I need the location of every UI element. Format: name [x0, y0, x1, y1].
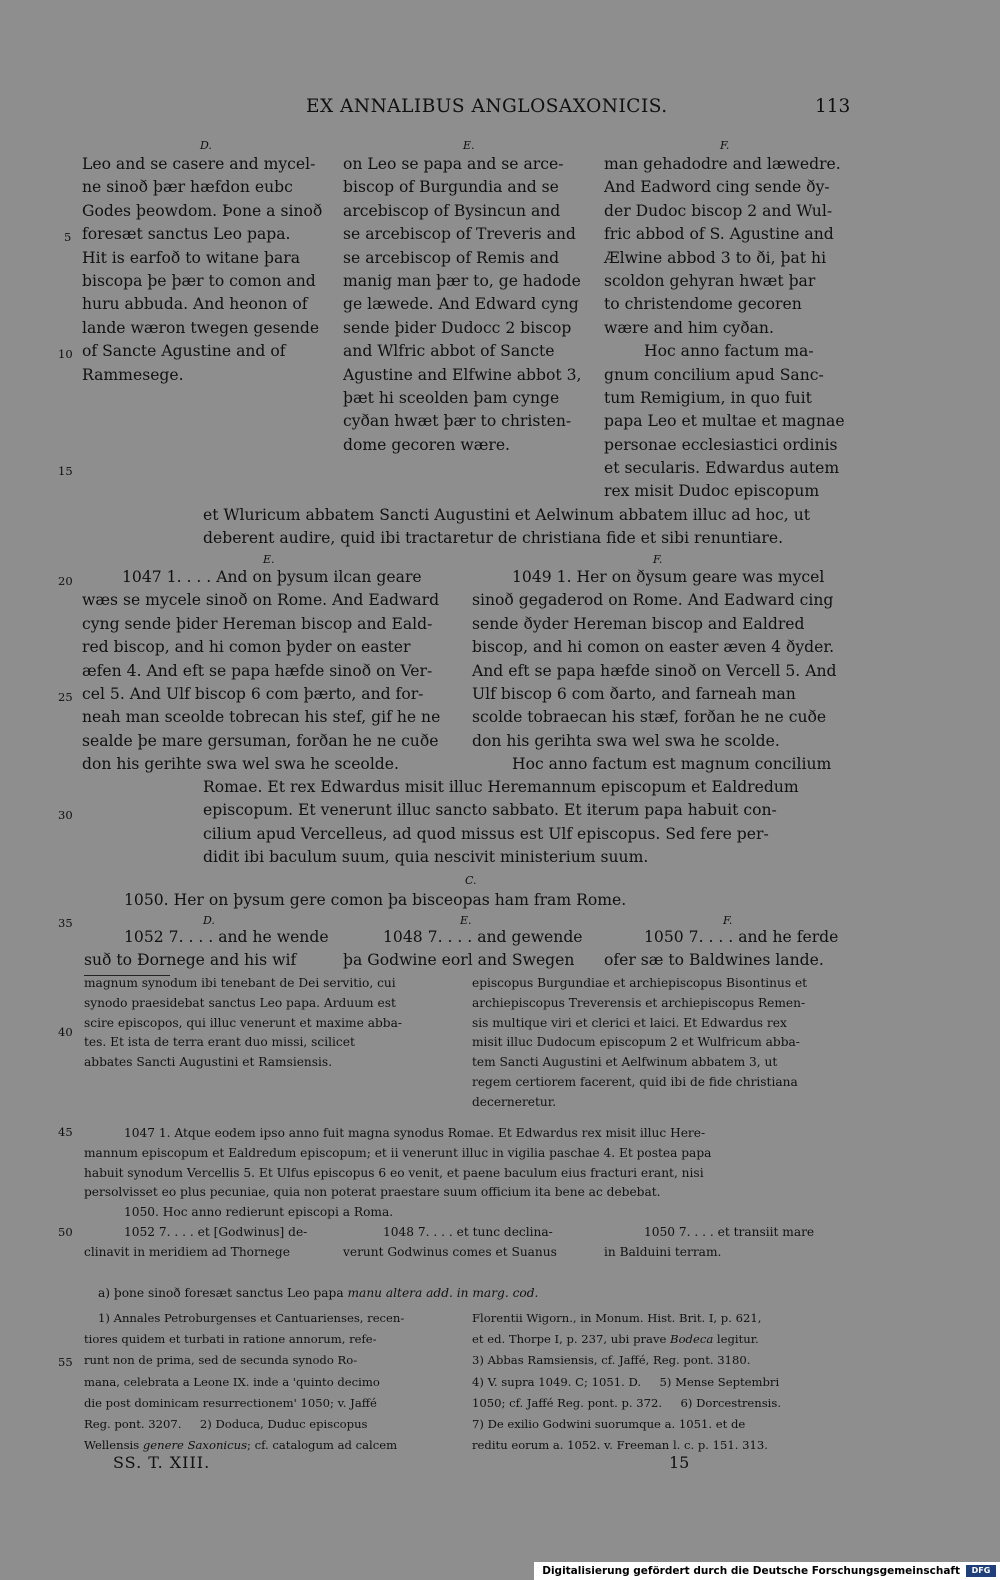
text-line: mannum episcopum et Ealdredum episcopum; et ii venerunt illuc in vigilia paschae 4. Et postea papa: [84, 1145, 712, 1160]
text-line: cel 5. And Ulf biscop 6 com þærto, and for-: [82, 684, 424, 703]
text-line: misit illuc Dudocum episcopum 2 et Wulfricum abba-: [472, 1035, 800, 1050]
section2-latin-continuation: [203, 776, 863, 870]
dfg-logo: DFG: [966, 1565, 996, 1577]
text-line: der Dudoc biscop 2 and Wul-: [604, 201, 833, 220]
text-line: þæt hi sceolden þam cynge: [343, 388, 560, 407]
text-line: tum Remigium, in quo fuit: [604, 388, 812, 407]
column-label-e: E.: [463, 139, 475, 152]
text-line: 1050 7. . . . and he ferde: [644, 928, 839, 946]
section3-column-f: [604, 926, 864, 973]
section1-column-e: [343, 153, 593, 457]
text-line: gnum concilium apud Sanc-: [604, 365, 824, 384]
page-title: EX ANNALIBUS ANGLOSAXONICIS.: [306, 96, 668, 117]
section3-line-c: [124, 889, 824, 912]
text-line: tes. Et ista de terra erant duo missi, scilicet: [84, 1035, 355, 1050]
section1-latin-continuation: [203, 504, 863, 551]
line-number: 50: [58, 1225, 73, 1239]
latin-notes-right: [472, 974, 852, 1113]
text-line: ofer sæ to Baldwines lande.: [604, 951, 824, 970]
text-line: verunt Godwinus comes et Suanus: [343, 1244, 557, 1259]
footnote-line: reditu eorum a. 1052. v. Freeman l. c. p. 151. 313.: [472, 1438, 768, 1453]
latin-1052-column-b: [343, 1223, 603, 1263]
text-line: Godes þeowdom. Þone a sinoð: [82, 201, 323, 220]
text-line: cyðan hwæt þær to christen-: [343, 412, 572, 431]
footnote-line: 4) V. supra 1049. C; 1051. D. 5) Mense Septembri: [472, 1374, 780, 1389]
footnote-line: [472, 1329, 852, 1350]
text-line: biscop, and hi comon on easter æven 4 ðyder.: [472, 638, 835, 657]
text-line: sende þider Dudocc 2 biscop: [343, 318, 572, 337]
text-line: 1050 7. . . . et transiit mare: [644, 1225, 815, 1239]
text-line: Ælwine abbod 3 to ði, þat hi: [604, 248, 827, 267]
column-label-c: C.: [465, 874, 477, 887]
text-line: [98, 1284, 858, 1304]
text-line: don his gerihta swa wel swa he scolde.: [472, 731, 780, 750]
footnote-text: et ed. Thorpe I, p. 237, ubi prave: [472, 1332, 671, 1347]
text-line: et secularis. Edwardus autem: [604, 459, 840, 478]
text-line: manig man þær to, ge hadode: [343, 271, 581, 290]
text-line: episcopus Burgundiae et archiepiscopus Bisontinus et: [472, 976, 808, 990]
line-number: 15: [58, 464, 73, 478]
sheet-number: 15: [669, 1453, 690, 1472]
text-line: scoldon gehyran hwæt þar: [604, 271, 816, 290]
text-line: and Wlfric abbot of Sancte: [343, 342, 555, 361]
note-text: a) þone sinoð foresæt sanctus Leo papa: [98, 1286, 348, 1300]
page-number: 113: [815, 96, 851, 117]
footnote-line: 3) Abbas Ramsiensis, cf. Jaffé, Reg. pont. 3180.: [472, 1353, 751, 1368]
text-line: tem Sancti Augustini et Aelfwinum abbatem 3, ut: [472, 1055, 778, 1070]
footnote-line: die post dominicam resurrectionem' 1050; v. Jaffé: [84, 1395, 377, 1410]
text-line: in Balduini terram.: [604, 1244, 722, 1259]
text-line: wæs se mycele sinoð on Rome. And Eadward: [82, 591, 440, 610]
text-line: 1052 7. . . . et [Godwinus] de-: [124, 1225, 308, 1239]
text-line: papa Leo et multae et magnae: [604, 412, 845, 431]
text-line: cyng sende þider Hereman biscop and Eald-: [82, 614, 433, 633]
line-number: 5: [64, 230, 72, 244]
latin-notes-left: [84, 974, 464, 1073]
text-line: 1047 1. . . . And on þysum ilcan geare: [122, 568, 422, 586]
text-line: dome gecoren wære.: [343, 435, 511, 454]
section3-column-e: [343, 926, 603, 973]
latin-1052-column-a: [84, 1223, 344, 1263]
text-line: habuit synodum Vercellis 5. Et Ulfus episcopus 6 eo venit, et paene baculum eius fracturi erant, nisi: [84, 1165, 704, 1180]
text-line: Hoc anno factum ma-: [644, 342, 814, 361]
line-number: 55: [58, 1355, 73, 1369]
column-label-e: E.: [263, 553, 275, 566]
text-line: þa Godwine eorl and Swegen: [343, 951, 575, 970]
section2-column-f: [472, 566, 852, 777]
text-line: deberent audire, quid ibi tractaretur de christiana fide et sibi renuntiare.: [203, 529, 784, 548]
text-line: Hoc anno factum est magnum concilium: [512, 755, 832, 774]
text-line: And Eadword cing sende ðy-: [604, 178, 830, 197]
text-line: abbates Sancti Augustini et Ramsiensis.: [84, 1055, 333, 1070]
text-line: sende ðyder Hereman biscop and Ealdred: [472, 614, 805, 633]
text-line: 1047 1. Atque eodem ipso anno fuit magna synodus Romae. Et Edwardus rex misit illuc Here-: [124, 1126, 706, 1140]
footnote-line: 7) De exilio Godwini suorumque a. 1051. et de: [472, 1416, 746, 1431]
note-italic: manu altera add. in marg. cod.: [347, 1286, 539, 1300]
text-line: 1049 1. Her on ðysum geare was mycel: [512, 568, 825, 586]
text-line: Agustine and Elfwine abbot 3,: [343, 365, 582, 384]
text-line: 1050. Her on þysum gere comon þa bisceopas ham fram Rome.: [124, 891, 627, 909]
text-line: ge læwede. And Edward cyng: [343, 295, 579, 314]
text-line: magnum synodum ibi tenebant de Dei servitio, cui: [84, 976, 396, 990]
line-number: 40: [58, 1025, 73, 1039]
footnote-line: mana, celebrata a Leone IX. inde a 'quinto decimo: [84, 1374, 380, 1389]
section2-column-e: [82, 566, 462, 777]
footnote-text: legitur.: [713, 1332, 759, 1347]
text-line: don his gerihte swa wel swa he sceolde.: [82, 755, 399, 774]
footnote-text: ; cf. catalogum ad calcem: [247, 1438, 398, 1453]
column-label-e: E.: [460, 914, 472, 927]
section1-column-d: [82, 153, 332, 387]
line-number: 45: [58, 1125, 73, 1139]
text-line: biscop of Burgundia and se: [343, 178, 559, 197]
text-line: et Wluricum abbatem Sancti Augustini et Aelwinum abbatem illuc ad hoc, ut: [203, 506, 811, 524]
text-line: biscopa þe þær to comon and: [82, 271, 316, 290]
footnote-text: Wellensis: [84, 1438, 143, 1453]
text-line: episcopum. Et venerunt illuc sancto sabbato. Et iterum papa habuit con-: [203, 801, 777, 820]
text-line: man gehadodre and læwedre.: [604, 155, 841, 173]
text-line: sis multique viri et clerici et laici. Et Edwardus rex: [472, 1015, 787, 1030]
volume-signature: SS. T. XIII.: [113, 1453, 211, 1472]
text-line: clinavit in meridiem ad Thornege: [84, 1244, 290, 1259]
text-line: se arcebiscop of Remis and: [343, 248, 560, 267]
text-line: of Sancte Agustine and of: [82, 342, 286, 361]
text-line: synodo praesidebat sanctus Leo papa. Arduum est: [84, 995, 396, 1010]
latin-1052-column-c: [604, 1223, 864, 1263]
line-number: 30: [58, 808, 73, 822]
text-line: archiepiscopus Treverensis et archiepiscopus Remen-: [472, 995, 806, 1010]
text-line: rex misit Dudoc episcopum: [604, 482, 820, 501]
text-line: 1050. Hoc anno redierunt episcopi a Roma.: [124, 1205, 394, 1220]
line-number: 35: [58, 916, 73, 930]
text-line: 1048 7. . . . and gewende: [383, 928, 583, 946]
text-line: Ulf biscop 6 com ðarto, and farneah man: [472, 684, 796, 703]
text-line: suð to Ðornege and his wif: [84, 951, 297, 970]
text-line: 1052 7. . . . and he wende: [124, 928, 329, 946]
line-number: 20: [58, 574, 73, 588]
text-line: neah man sceolde tobrecan his stef, gif he ne: [82, 708, 441, 727]
text-line: scolde tobraecan his stæf, forðan he ne cuðe: [472, 708, 827, 727]
line-number: 10: [58, 347, 73, 361]
text-line: persolvisset eo plus pecuniae, quia non poterat praestare suum officium ita bene ac debebat.: [84, 1185, 661, 1200]
text-line: huru abbuda. And heonon of: [82, 295, 308, 314]
text-line: Rammesege.: [82, 365, 184, 384]
text-line: didit ibi baculum suum, quia nescivit ministerium suum.: [203, 848, 649, 867]
text-line: Romae. Et rex Edwardus misit illuc Heremannum episcopum et Ealdredum: [203, 778, 799, 796]
text-line: cilium apud Vercelleus, ad quod missus est Ulf episcopus. Sed fere per-: [203, 824, 769, 843]
digitization-banner: [534, 1562, 1000, 1580]
text-line: sinoð gegaderod on Rome. And Eadward cing: [472, 591, 834, 610]
line-number: 25: [58, 690, 73, 704]
footnote-line: 1) Annales Petroburgenses et Cantuarienses, recen-: [98, 1311, 405, 1325]
text-line: regem certiorem facerent, quid ibi de fide christiana: [472, 1074, 798, 1089]
column-label-d: D.: [203, 914, 215, 927]
footnote-italic: genere Saxonicus: [142, 1438, 248, 1453]
text-line: arcebiscop of Bysincun and: [343, 201, 561, 220]
footnote-line: tiores quidem et turbati in ratione annorum, refe-: [84, 1332, 377, 1347]
text-line: to christendome gecoren: [604, 295, 802, 314]
section1-column-f: [604, 153, 854, 504]
footnote-line: 1050; cf. Jaffé Reg. pont. p. 372. 6) Dorcestrensis.: [472, 1395, 782, 1410]
text-line: personae ecclesiastici ordinis: [604, 435, 838, 454]
footnote-line: Florentii Wigorn., in Monum. Hist. Brit. I, p. 621,: [472, 1311, 762, 1325]
column-label-f: F.: [653, 553, 663, 566]
footnote-line: Reg. pont. 3207. 2) Doduca, Duduc episcopus: [84, 1416, 368, 1431]
column-label-f: F.: [720, 139, 730, 152]
text-line: red biscop, and hi comon þyder on easter: [82, 638, 411, 657]
footnote-line: runt non de prima, sed de secunda synodo Ro-: [84, 1353, 358, 1368]
footnote-italic: Bodeca: [670, 1332, 714, 1347]
text-line: foresæt sanctus Leo papa.: [82, 225, 291, 244]
text-line: Hit is earfoð to witane þara: [82, 248, 301, 267]
text-line: decerneretur.: [472, 1094, 557, 1109]
text-line: fric abbod of S. Agustine and: [604, 225, 834, 244]
column-label-d: D.: [200, 139, 212, 152]
text-line: 1048 7. . . . et tunc declina-: [383, 1225, 553, 1239]
footnotes-right: [472, 1308, 852, 1456]
text-line: scire episcopos, qui illuc venerunt et maxime abba-: [84, 1015, 402, 1030]
textual-apparatus-note: [98, 1284, 858, 1304]
section3-column-d: [84, 926, 344, 973]
latin-paragraph-1047: [84, 1124, 864, 1223]
text-line: lande wæron twegen gesende: [82, 318, 320, 337]
text-line: se arcebiscop of Treveris and: [343, 225, 576, 244]
digitization-text: Digitalisierung gefördert durch die Deutsche Forschungsgemeinschaft: [542, 1565, 960, 1577]
text-line: And eft se papa hæfde sinoð on Vercell 5. And: [472, 661, 837, 680]
text-line: sealde þe mare gersuman, forðan he ne cuðe: [82, 731, 439, 750]
footnotes-left: [84, 1308, 464, 1456]
text-line: Leo and se casere and mycel-: [82, 155, 316, 173]
column-label-f: F.: [723, 914, 733, 927]
text-line: æfen 4. And eft se papa hæfde sinoð on Ver-: [82, 661, 433, 680]
text-line: on Leo se papa and se arce-: [343, 155, 564, 173]
text-line: wære and him cyðan.: [604, 318, 774, 337]
text-line: ne sinoð þær hæfdon eubc: [82, 178, 293, 197]
